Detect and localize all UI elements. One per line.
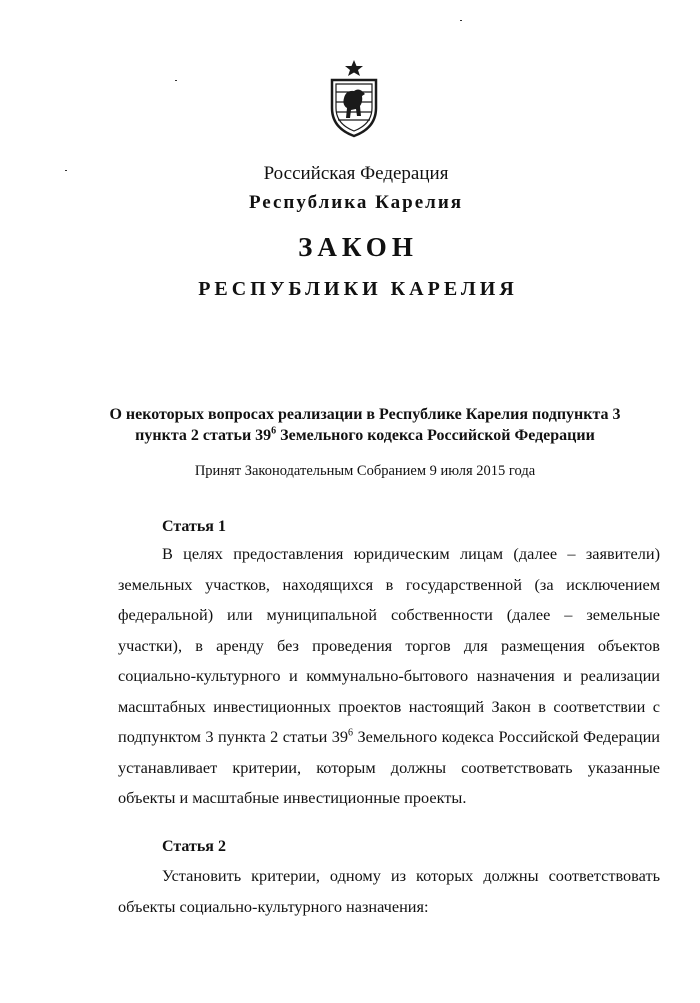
article-2-heading: Статья 2: [162, 838, 226, 855]
federation-name: Российская Федерация: [263, 163, 449, 184]
title-superscript: 6: [271, 425, 277, 437]
document-title: [70, 404, 660, 446]
scan-speck: [175, 80, 177, 81]
article-1-text-before: В целях предоставления юридическим лицам (далее – заявители) земельных участков, находящихся в государственной (за исключением федеральной) или муниципальной собственности (далее – земельные участки), в аренду без проведения торгов для размещения объектов социально-культурного и коммунально-бытового назначения и реализации масштабных инвестиционных проектов настоящий Закон в соответствии с подпунктом 3 пункта 2 статьи 39: [118, 544, 660, 746]
article-1-text: [118, 539, 660, 814]
scan-speck: [460, 20, 462, 21]
article-1-text-after: Земельного кодекса Российской Федерации устанавливает критерии, которым должны соответствовать указанные объекты и масштабные инвестиционные проекты.: [118, 727, 661, 807]
republic-name: Республика Карелия: [248, 192, 464, 213]
adoption-note: Принят Законодательным Собранием 9 июля 2015 года: [194, 463, 536, 479]
law-subtitle: РЕСПУБЛИКИ КАРЕЛИЯ: [198, 278, 518, 300]
scan-speck: [65, 170, 67, 171]
article-1-superscript: 6: [348, 727, 354, 739]
article-2-text: Установить критерии, одному из которых должны соответствовать объекты социально-культурного назначения:: [118, 866, 660, 916]
law-title: ЗАКОН: [298, 232, 418, 262]
document-title-line1: О некоторых вопросах реализации в Республике Карелия подпункта 3: [109, 406, 621, 423]
title-line2-after: Земельного кодекса Российской Федерации: [276, 427, 595, 444]
title-line2-before: пункта 2 статьи 39: [135, 427, 272, 444]
document-title-line2: [135, 427, 595, 444]
article-1-heading: Статья 1: [162, 518, 226, 535]
karelia-coat-of-arms-icon: [326, 58, 382, 138]
